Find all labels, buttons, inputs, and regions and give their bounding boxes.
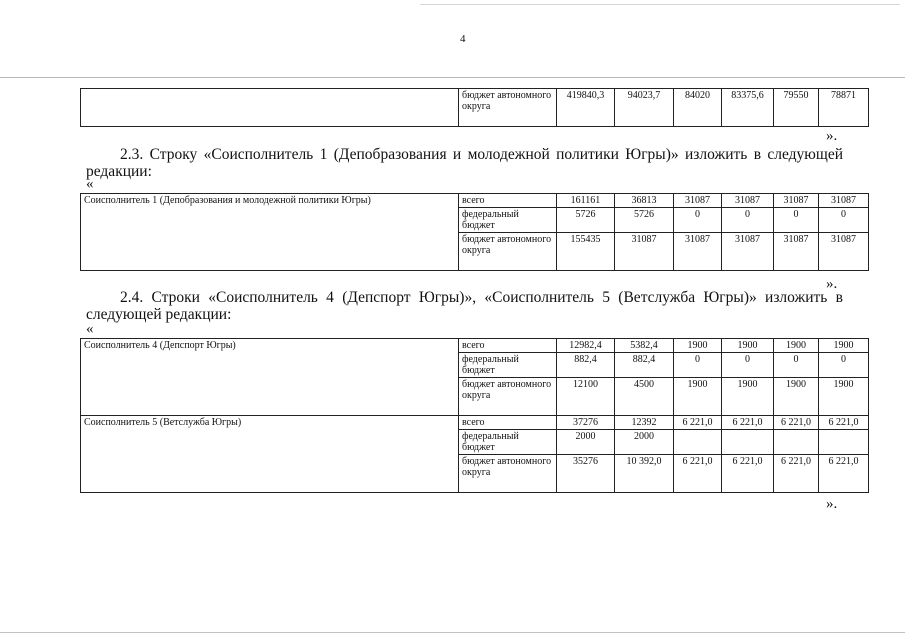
value-cell (819, 430, 869, 455)
value-cell: 12100 (557, 378, 615, 416)
paragraph-2-3 (86, 146, 843, 180)
table-row (81, 339, 869, 353)
opening-quote-1: « (86, 176, 94, 192)
value-cell: 78871 (819, 89, 869, 127)
row-label: всего (459, 416, 557, 430)
paragraph-2-3-text: 2.3. Строку «Соисполнитель 1 (Депобразования и молодежной политики Югры)» изложить в следующей редакции: (86, 146, 843, 180)
value-cell: 5726 (615, 208, 674, 233)
value-cell: 882,4 (615, 353, 674, 378)
value-cell: 1900 (674, 378, 722, 416)
opening-quote-2: « (86, 321, 94, 337)
row-label: бюджет автономного округа (459, 378, 557, 416)
value-cell: 0 (774, 208, 819, 233)
value-cell: 4500 (615, 378, 674, 416)
row-label: всего (459, 194, 557, 208)
value-cell: 6 221,0 (674, 416, 722, 430)
table-row (81, 89, 869, 127)
value-cell: 0 (674, 208, 722, 233)
value-cell: 6 221,0 (774, 455, 819, 493)
value-cell: 31087 (722, 194, 774, 208)
table-top-continuation (80, 88, 869, 127)
value-cell: 5382,4 (615, 339, 674, 353)
row-label: федеральный бюджет (459, 430, 557, 455)
closing-quote-3: ». (826, 496, 838, 512)
table-soispolnitel-4-5 (80, 338, 869, 493)
value-cell (774, 430, 819, 455)
value-cell: 1900 (722, 378, 774, 416)
scan-line-upper (0, 77, 905, 78)
page-number: 4 (460, 33, 466, 45)
empty-name-cell (81, 89, 459, 127)
value-cell: 6 221,0 (722, 416, 774, 430)
value-cell: 0 (722, 208, 774, 233)
value-cell: 161161 (557, 194, 615, 208)
value-cell: 31087 (819, 233, 869, 271)
value-cell: 12392 (615, 416, 674, 430)
closing-quote-1: ». (826, 128, 838, 144)
value-cell: 83375,6 (722, 89, 774, 127)
value-cell: 31087 (774, 233, 819, 271)
scan-line-bottom (0, 632, 905, 633)
row-label: федеральный бюджет (459, 208, 557, 233)
closing-quote-2: ». (826, 276, 838, 292)
value-cell: 31087 (774, 194, 819, 208)
value-cell: 0 (819, 208, 869, 233)
row-label: бюджет автономного округа (459, 455, 557, 493)
value-cell: 1900 (722, 339, 774, 353)
value-cell: 1900 (774, 339, 819, 353)
value-cell: 419840,3 (557, 89, 615, 127)
value-cell: 10 392,0 (615, 455, 674, 493)
value-cell: 0 (674, 353, 722, 378)
value-cell: 5726 (557, 208, 615, 233)
paragraph-2-4-text: 2.4. Строки «Соисполнитель 4 (Депспорт Югры)», «Соисполнитель 5 (Ветслужба Югры)» изложить в следующей редакции: (86, 289, 843, 323)
value-cell: 0 (722, 353, 774, 378)
value-cell: 1900 (819, 378, 869, 416)
value-cell: 31087 (615, 233, 674, 271)
soispolnitel-name: Соисполнитель 1 (Депобразования и молодежной политики Югры) (81, 194, 459, 271)
value-cell: 6 221,0 (674, 455, 722, 493)
value-cell: 12982,4 (557, 339, 615, 353)
value-cell (722, 430, 774, 455)
value-cell (674, 430, 722, 455)
value-cell: 31087 (722, 233, 774, 271)
value-cell: 1900 (819, 339, 869, 353)
value-cell: 155435 (557, 233, 615, 271)
value-cell: 0 (774, 353, 819, 378)
paragraph-2-4 (86, 289, 843, 323)
value-cell: 6 221,0 (819, 416, 869, 430)
value-cell: 36813 (615, 194, 674, 208)
value-cell: 79550 (774, 89, 819, 127)
value-cell: 84020 (674, 89, 722, 127)
table-row (81, 416, 869, 430)
value-cell: 37276 (557, 416, 615, 430)
row-label: всего (459, 339, 557, 353)
value-cell: 94023,7 (615, 89, 674, 127)
value-cell: 6 221,0 (722, 455, 774, 493)
value-cell: 6 221,0 (774, 416, 819, 430)
value-cell: 882,4 (557, 353, 615, 378)
table-soispolnitel-1 (80, 193, 869, 271)
scan-line-top (420, 4, 900, 5)
value-cell: 2000 (557, 430, 615, 455)
value-cell: 2000 (615, 430, 674, 455)
value-cell: 31087 (674, 233, 722, 271)
soispolnitel-name: Соисполнитель 5 (Ветслужба Югры) (81, 416, 459, 493)
value-cell: 6 221,0 (819, 455, 869, 493)
value-cell: 0 (819, 353, 869, 378)
value-cell: 35276 (557, 455, 615, 493)
value-cell: 31087 (819, 194, 869, 208)
value-cell: 1900 (774, 378, 819, 416)
row-label: федеральный бюджет (459, 353, 557, 378)
row-label: бюджет автономного округа (459, 89, 557, 127)
table-row (81, 194, 869, 208)
value-cell: 1900 (674, 339, 722, 353)
row-label: бюджет автономного округа (459, 233, 557, 271)
value-cell: 31087 (674, 194, 722, 208)
soispolnitel-name: Соисполнитель 4 (Депспорт Югры) (81, 339, 459, 416)
